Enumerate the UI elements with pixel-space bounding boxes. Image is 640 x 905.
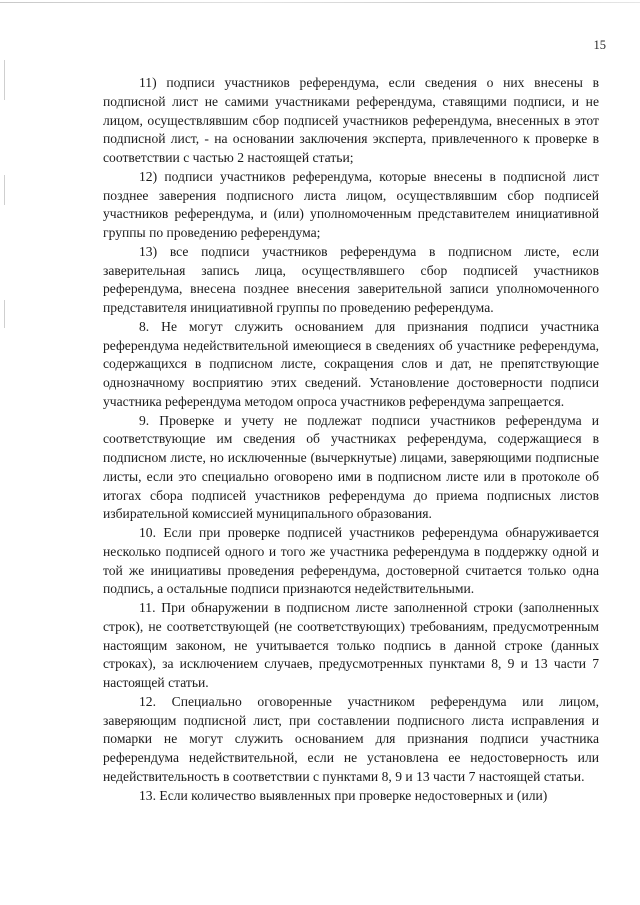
paragraph-item-11: 11) подписи участников референдума, если сведения о них внесены в подписной лист не самими участниками референдума, ставящими подписи, и не лицом, осуществлявшим сбор подписей участников референдума, внесенных в этот подписной лист, - на основании заключения эксперта, привлеченного к проверке в соответствии с частью 2 настоящей статьи; <box>103 75 599 165</box>
scan-left-edge-mark <box>4 175 5 205</box>
paragraph-item-13: 13) все подписи участников референдума в подписном листе, если заверительная запись лица, осуществлявшего сбор подписей участников референдума, внесена позднее внесения заверительной записи уполномоченного представителя инициативной группы по проведению референдума. <box>103 243 599 315</box>
paragraph-part-11: 11. При обнаружении в подписном листе заполненной строки (заполненных строк), не соответствующей (не соответствующих) требованиям, предусмотренным настоящим законом, не учитывается только подпись в данной строке (данных строках), за исключением случаев, предусмотренных пунктами 8, 9 и 13 части 7 настоящей статьи. <box>103 600 599 690</box>
paragraph-part-13: 13. Если количество выявленных при проверке недостоверных и (или) <box>139 787 548 803</box>
paragraph-part-8: 8. Не могут служить основанием для признания подписи участника референдума недействительной имеющиеся в сведениях об участнике референдума, содержащихся в подписном листе, сокращения слов и дат, не препятствующие однозначному восприятию этих сведений. Установление достоверности подписи участника референдума методом опроса участников референдума запрещается. <box>103 318 599 409</box>
paragraph-item-12: 12) подписи участников референдума, которые внесены в подписной лист позднее заверения подписного листа лицом, осуществлявшим сбор подписей участников референдума, и (или) уполномоченным представителем инициативной группы по проведению референдума; <box>103 168 599 240</box>
paragraph-part-10: 10. Если при проверке подписей участников референдума обнаруживается несколько подписей одного и того же участника референдума в поддержку одной и той же инициативы проведения референдума, достоверной считается только одна подпись, а остальные подписи признаются недействительными. <box>103 525 599 597</box>
paragraph-part-12: 12. Специально оговоренные участником референдума или лицом, заверяющим подписной лист, при составлении подписного листа исправления и помарки не могут служить основанием для признания подписи участника референдума недействительной, если не установлена ее недостоверность или недействительность в соответствии с пунктами 8, 9 и 13 части 7 настоящей статьи. <box>103 693 599 784</box>
page-number: 15 <box>593 38 606 52</box>
scan-left-edge-mark <box>4 60 5 100</box>
scan-left-edge-mark <box>4 300 5 328</box>
scan-top-edge <box>0 2 640 3</box>
document-body <box>103 74 599 805</box>
paragraph-part-9: 9. Проверке и учету не подлежат подписи участников референдума и соответствующие им сведения об участниках референдума, содержащиеся в подписном листе, но исключенные (вычеркнутые) лицами, заверяющими подписные листы, если это специально оговорено ими в подписном листе или в протоколе об итогах сбора подписей участников референдума до приема подписных листов избирательной комиссией муниципального образования. <box>103 412 599 522</box>
